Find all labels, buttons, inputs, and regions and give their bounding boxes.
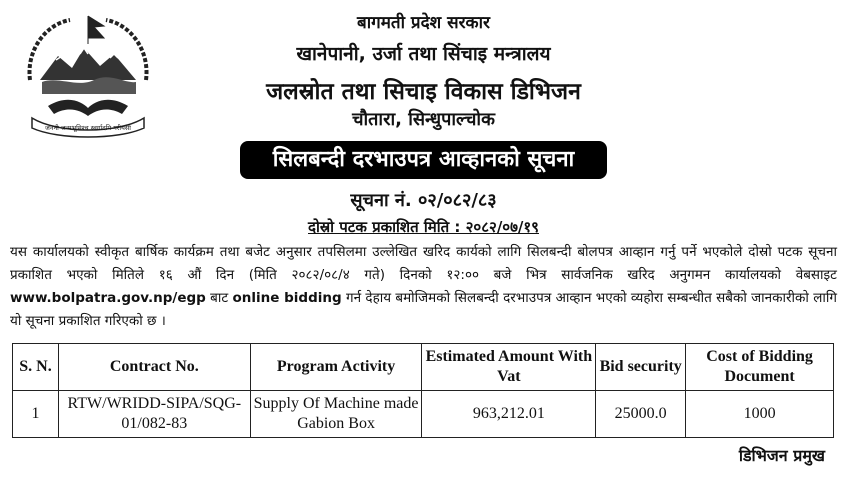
- header-division: जलस्रोत तथा सिचाइ विकास डिभिजन: [266, 79, 581, 105]
- table-header-row: [13, 344, 834, 391]
- cell-cost-of-document: 1000: [686, 391, 834, 438]
- emblem-motto: जननी जन्मभूमिश्च स्वर्गादपि गरीयसी: [45, 124, 131, 132]
- cell-contract-no: RTW/WRIDD-SIPA/SQG-01/082-83: [58, 391, 250, 438]
- contract-table: [12, 343, 834, 438]
- second-publication-date: दोस्रो पटक प्रकाशित मिति : २०८२/०७/१९: [308, 218, 539, 236]
- header-ministry: खानेपानी, उर्जा तथा सिंचाइ मन्त्रालय: [296, 43, 551, 65]
- col-header-contract-no: Contract No.: [58, 344, 250, 391]
- col-header-sn: S. N.: [13, 344, 59, 391]
- table-row: [13, 391, 834, 438]
- website-link[interactable]: www.bolpatra.gov.np/egp: [10, 290, 206, 306]
- cell-estimated-amount: 963,212.01: [422, 391, 596, 438]
- notice-banner: सिलबन्दी दरभाउपत्र आव्हानको सूचना: [240, 141, 607, 179]
- cell-bid-security: 25000.0: [596, 391, 686, 438]
- cell-sn: 1: [13, 391, 59, 438]
- col-header-bid-security: Bid security: [596, 344, 686, 391]
- header-province: बागमती प्रदेश सरकार: [357, 13, 490, 33]
- col-header-program-activity: Program Activity: [250, 344, 422, 391]
- col-header-estimated-amount: Estimated Amount With Vat: [422, 344, 596, 391]
- online-bidding-text: online bidding: [232, 290, 342, 306]
- notice-body: [10, 241, 837, 333]
- body-part-1: यस कार्यालयको स्वीकृत बार्षिक कार्यक्रम तथा बजेट अनुसार तपसिलमा उल्लेखित खरिद कार्यको लागि सिलबन्दी बोलपत्र आव्हान गर्नु पर्ने भएकोले दोस्रो पटक सूचना प्रकाशित भएको मितिले १६ औं दिन (मिति २०८२/०८/४ गते) दिनको १२:०० बजे भित्र सार्वजनिक खरिद अनुगमन कार्यालयको वेबसाइट: [10, 244, 837, 283]
- division-chief-signature: डिभिजन प्रमुख: [738, 446, 825, 465]
- body-part-2: बाट: [205, 290, 233, 306]
- header-location: चौतारा, सिन्धुपाल्चोक: [352, 109, 495, 130]
- notice-number: सूचना नं. ०२/०८२/८३: [350, 190, 497, 211]
- cell-program-activity: Supply Of Machine made Gabion Box: [250, 391, 422, 438]
- body-part-3: गर्न देहाय बमोजिमको सिलबन्दी दरभाउपत्र आव्हान भएको व्यहोरा सम्बन्धीत सबैको जानकारीको लागि यो सूचना प्रकाशित गरिएको छ ।: [10, 290, 837, 329]
- col-header-cost-of-document: Cost of Bidding Document: [686, 344, 834, 391]
